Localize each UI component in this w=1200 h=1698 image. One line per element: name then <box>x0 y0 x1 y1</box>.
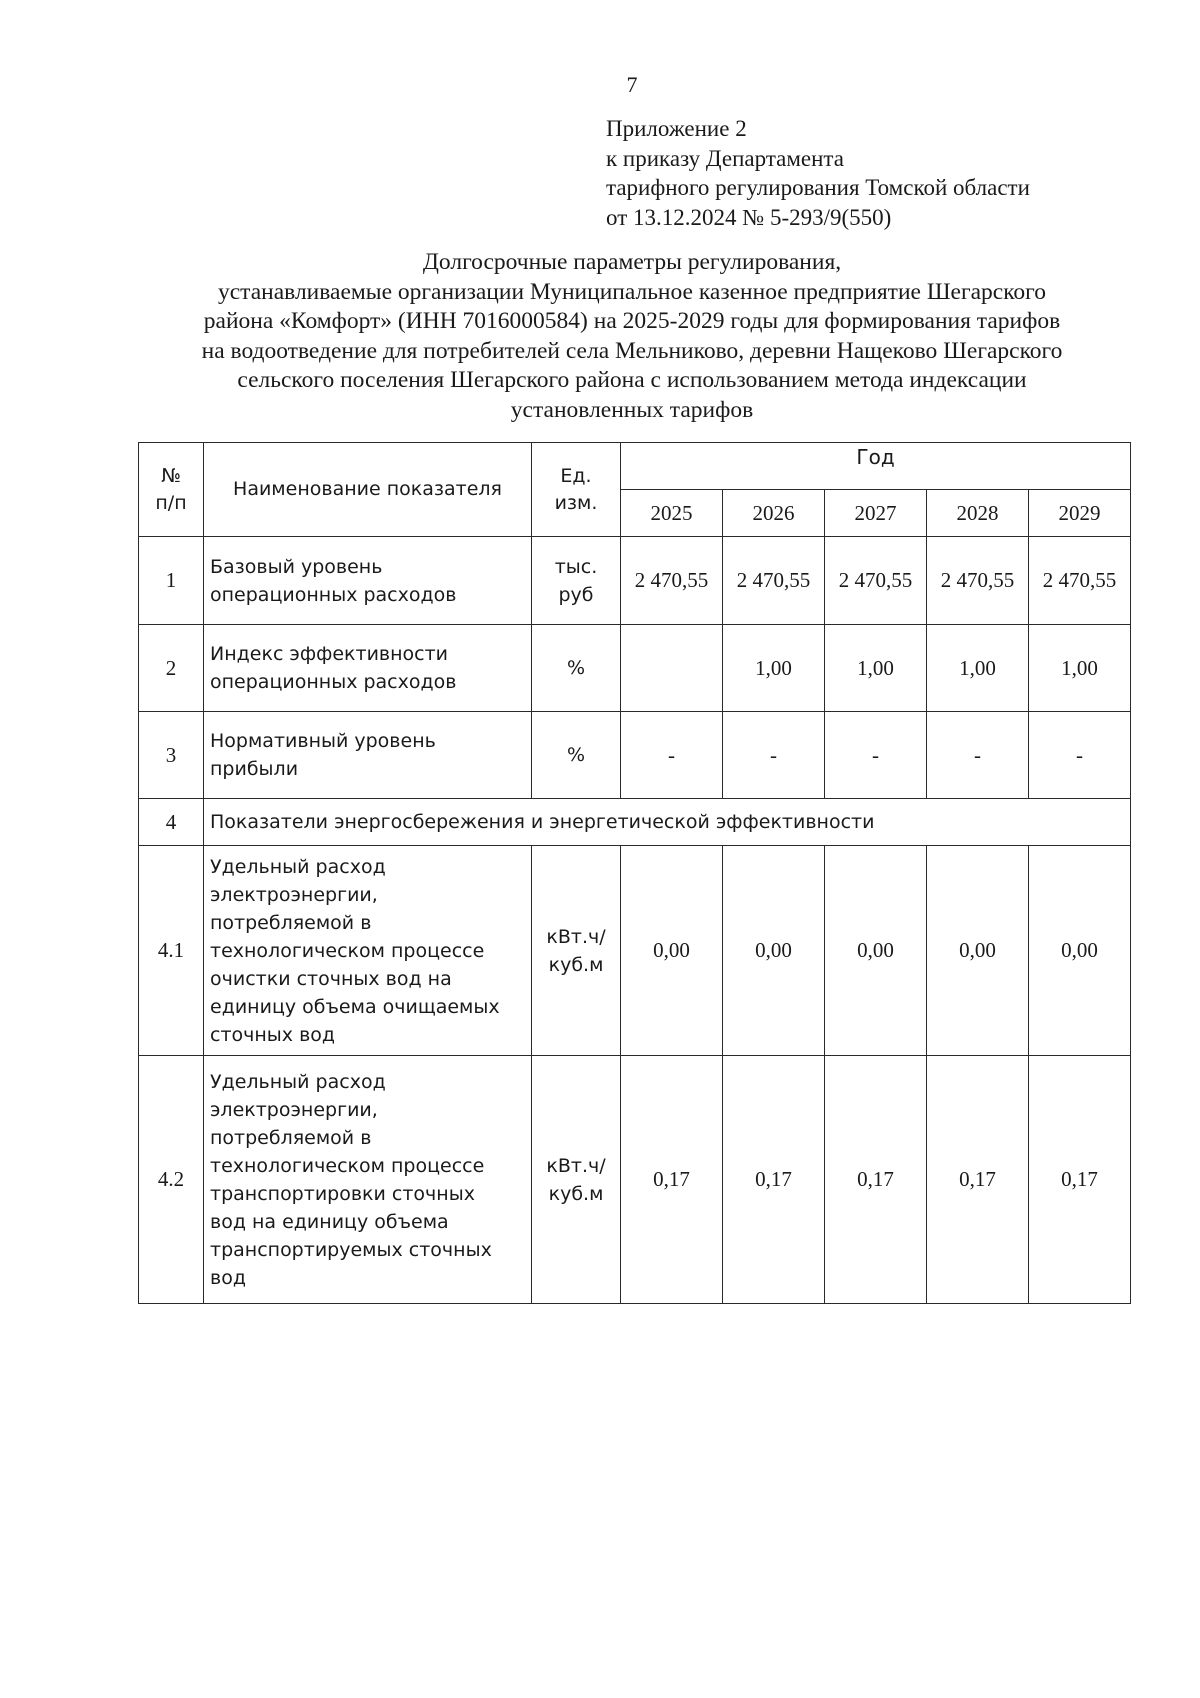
title-line: на водоотведение для потребителей села Мельниково, деревни Нащеково Шегарского <box>201 337 1063 364</box>
year-value: - <box>927 712 1029 799</box>
indicator-name-line: вод на единицу объема <box>210 1210 449 1233</box>
title-line: Долгосрочные параметры регулирования, <box>422 249 842 275</box>
appendix-header <box>606 114 1030 232</box>
year-value: 2 470,55 <box>927 537 1029 625</box>
indicator-name-line: транспортировки сточных <box>210 1182 475 1205</box>
header-unit-line: Ед. <box>560 464 592 487</box>
header-unit <box>532 443 621 537</box>
indicator-name-line: транспортируемых сточных <box>210 1238 492 1261</box>
unit-line: кВт.ч/ <box>546 925 606 948</box>
header-year: 2026 <box>723 490 825 537</box>
year-value: 2 470,55 <box>1029 537 1131 625</box>
year-value: 1,00 <box>723 625 825 712</box>
header-year: 2028 <box>927 490 1029 537</box>
header-year: 2029 <box>1029 490 1131 537</box>
header-number <box>139 443 204 537</box>
unit-of-measure <box>532 846 621 1056</box>
title-line: установленных тарифов <box>510 396 754 423</box>
year-value: 1,00 <box>927 625 1029 712</box>
header-unit-line: изм. <box>554 491 598 514</box>
indicator-name-line: потребляемой в <box>210 911 372 934</box>
header-number-line: п/п <box>155 491 187 514</box>
unit-of-measure <box>532 1056 621 1304</box>
indicator-name-line: Индекс эффективности <box>210 643 449 665</box>
unit-line: % <box>566 744 586 766</box>
appendix-line: тарифного регулирования Томской области <box>606 175 1030 200</box>
year-value <box>621 625 723 712</box>
unit-line: % <box>566 657 586 679</box>
row-number: 4 <box>139 799 204 846</box>
year-value: 0,00 <box>723 846 825 1056</box>
indicator-name-line: Базовый уровень <box>210 555 383 578</box>
table-row <box>139 537 1131 625</box>
unit-line: тыс. <box>554 555 598 578</box>
header-year: 2027 <box>825 490 927 537</box>
row-number: 3 <box>139 712 204 799</box>
year-value: 2 470,55 <box>723 537 825 625</box>
year-value: 0,00 <box>621 846 723 1056</box>
indicator-name-line: электроэнергии, <box>210 1098 378 1121</box>
table-row <box>139 846 1131 1056</box>
indicator-name-line: операционных расходов <box>210 671 457 693</box>
unit-line: куб.м <box>548 1182 604 1205</box>
year-value: - <box>621 712 723 799</box>
year-value: 0,00 <box>825 846 927 1056</box>
appendix-line: к приказу Департамента <box>606 145 844 171</box>
table-row <box>139 799 1131 846</box>
page-number: 7 <box>626 72 638 97</box>
table-row <box>139 625 1131 712</box>
appendix-line: от 13.12.2024 № 5-293/9(550) <box>606 204 892 230</box>
indicator-name-line: электроэнергии, <box>210 883 378 906</box>
row-number: 4.2 <box>139 1056 204 1304</box>
row-number: 4.1 <box>139 846 204 1056</box>
unit-of-measure <box>532 537 621 625</box>
year-value: - <box>723 712 825 799</box>
indicator-name <box>204 1056 532 1304</box>
indicator-name <box>204 625 532 712</box>
header-indicator-name: Наименование показателя <box>204 443 532 537</box>
indicator-name-line: вод <box>210 1266 246 1289</box>
title-line: района «Комфорт» (ИНН 7016000584) на 2025-2029 годы для формирования тарифов <box>203 308 1061 334</box>
year-value: 0,17 <box>927 1056 1029 1304</box>
year-value: 2 470,55 <box>825 537 927 625</box>
header-year: 2025 <box>621 490 723 537</box>
indicator-name-line: единицу объема очищаемых <box>210 995 500 1018</box>
year-value: 0,17 <box>621 1056 723 1304</box>
year-value: 1,00 <box>825 625 927 712</box>
unit-line: куб.м <box>548 953 604 976</box>
table-row <box>139 712 1131 799</box>
year-value: 0,17 <box>825 1056 927 1304</box>
indicator-name-line: Удельный расход <box>210 855 386 878</box>
indicator-name-line: Нормативный уровень <box>210 730 436 752</box>
year-value: 0,17 <box>1029 1056 1131 1304</box>
header-number-line: № <box>161 464 181 487</box>
indicator-name-line: технологическом процессе <box>210 1154 485 1177</box>
year-value: 0,00 <box>1029 846 1131 1056</box>
year-value: 1,00 <box>1029 625 1131 712</box>
indicator-name-line: потребляемой в <box>210 1126 372 1149</box>
document-title <box>120 248 1144 425</box>
title-line: сельского поселения Шегарского района с использованием метода индексации <box>237 367 1027 393</box>
indicator-name <box>204 846 532 1056</box>
unit-of-measure <box>532 625 621 712</box>
indicator-name-line: прибыли <box>210 758 299 780</box>
unit-line: кВт.ч/ <box>546 1154 606 1177</box>
indicator-name <box>204 537 532 625</box>
row-number: 1 <box>139 537 204 625</box>
indicator-name <box>204 712 532 799</box>
title-line: устанавливаемые организации Муниципальное казенное предприятие Шегарского <box>218 278 1046 305</box>
section-heading: Показатели энергосбережения и энергетической эффективности <box>204 799 1131 846</box>
indicator-name-line: Удельный расход <box>210 1070 386 1093</box>
year-value: - <box>825 712 927 799</box>
appendix-line: Приложение 2 <box>606 116 747 141</box>
year-value: 2 470,55 <box>621 537 723 625</box>
year-value: - <box>1029 712 1131 799</box>
year-value: 0,17 <box>723 1056 825 1304</box>
unit-line: руб <box>558 583 594 606</box>
indicator-name-line: операционных расходов <box>210 583 457 606</box>
parameters-table <box>138 442 1131 1304</box>
indicator-name-line: технологическом процессе <box>210 939 485 962</box>
row-number: 2 <box>139 625 204 712</box>
indicator-name-line: сточных вод <box>210 1023 336 1046</box>
table-row <box>139 1056 1131 1304</box>
indicator-name-line: очистки сточных вод на <box>210 967 452 990</box>
header-year-group: Год <box>621 443 1131 490</box>
unit-of-measure <box>532 712 621 799</box>
year-value: 0,00 <box>927 846 1029 1056</box>
